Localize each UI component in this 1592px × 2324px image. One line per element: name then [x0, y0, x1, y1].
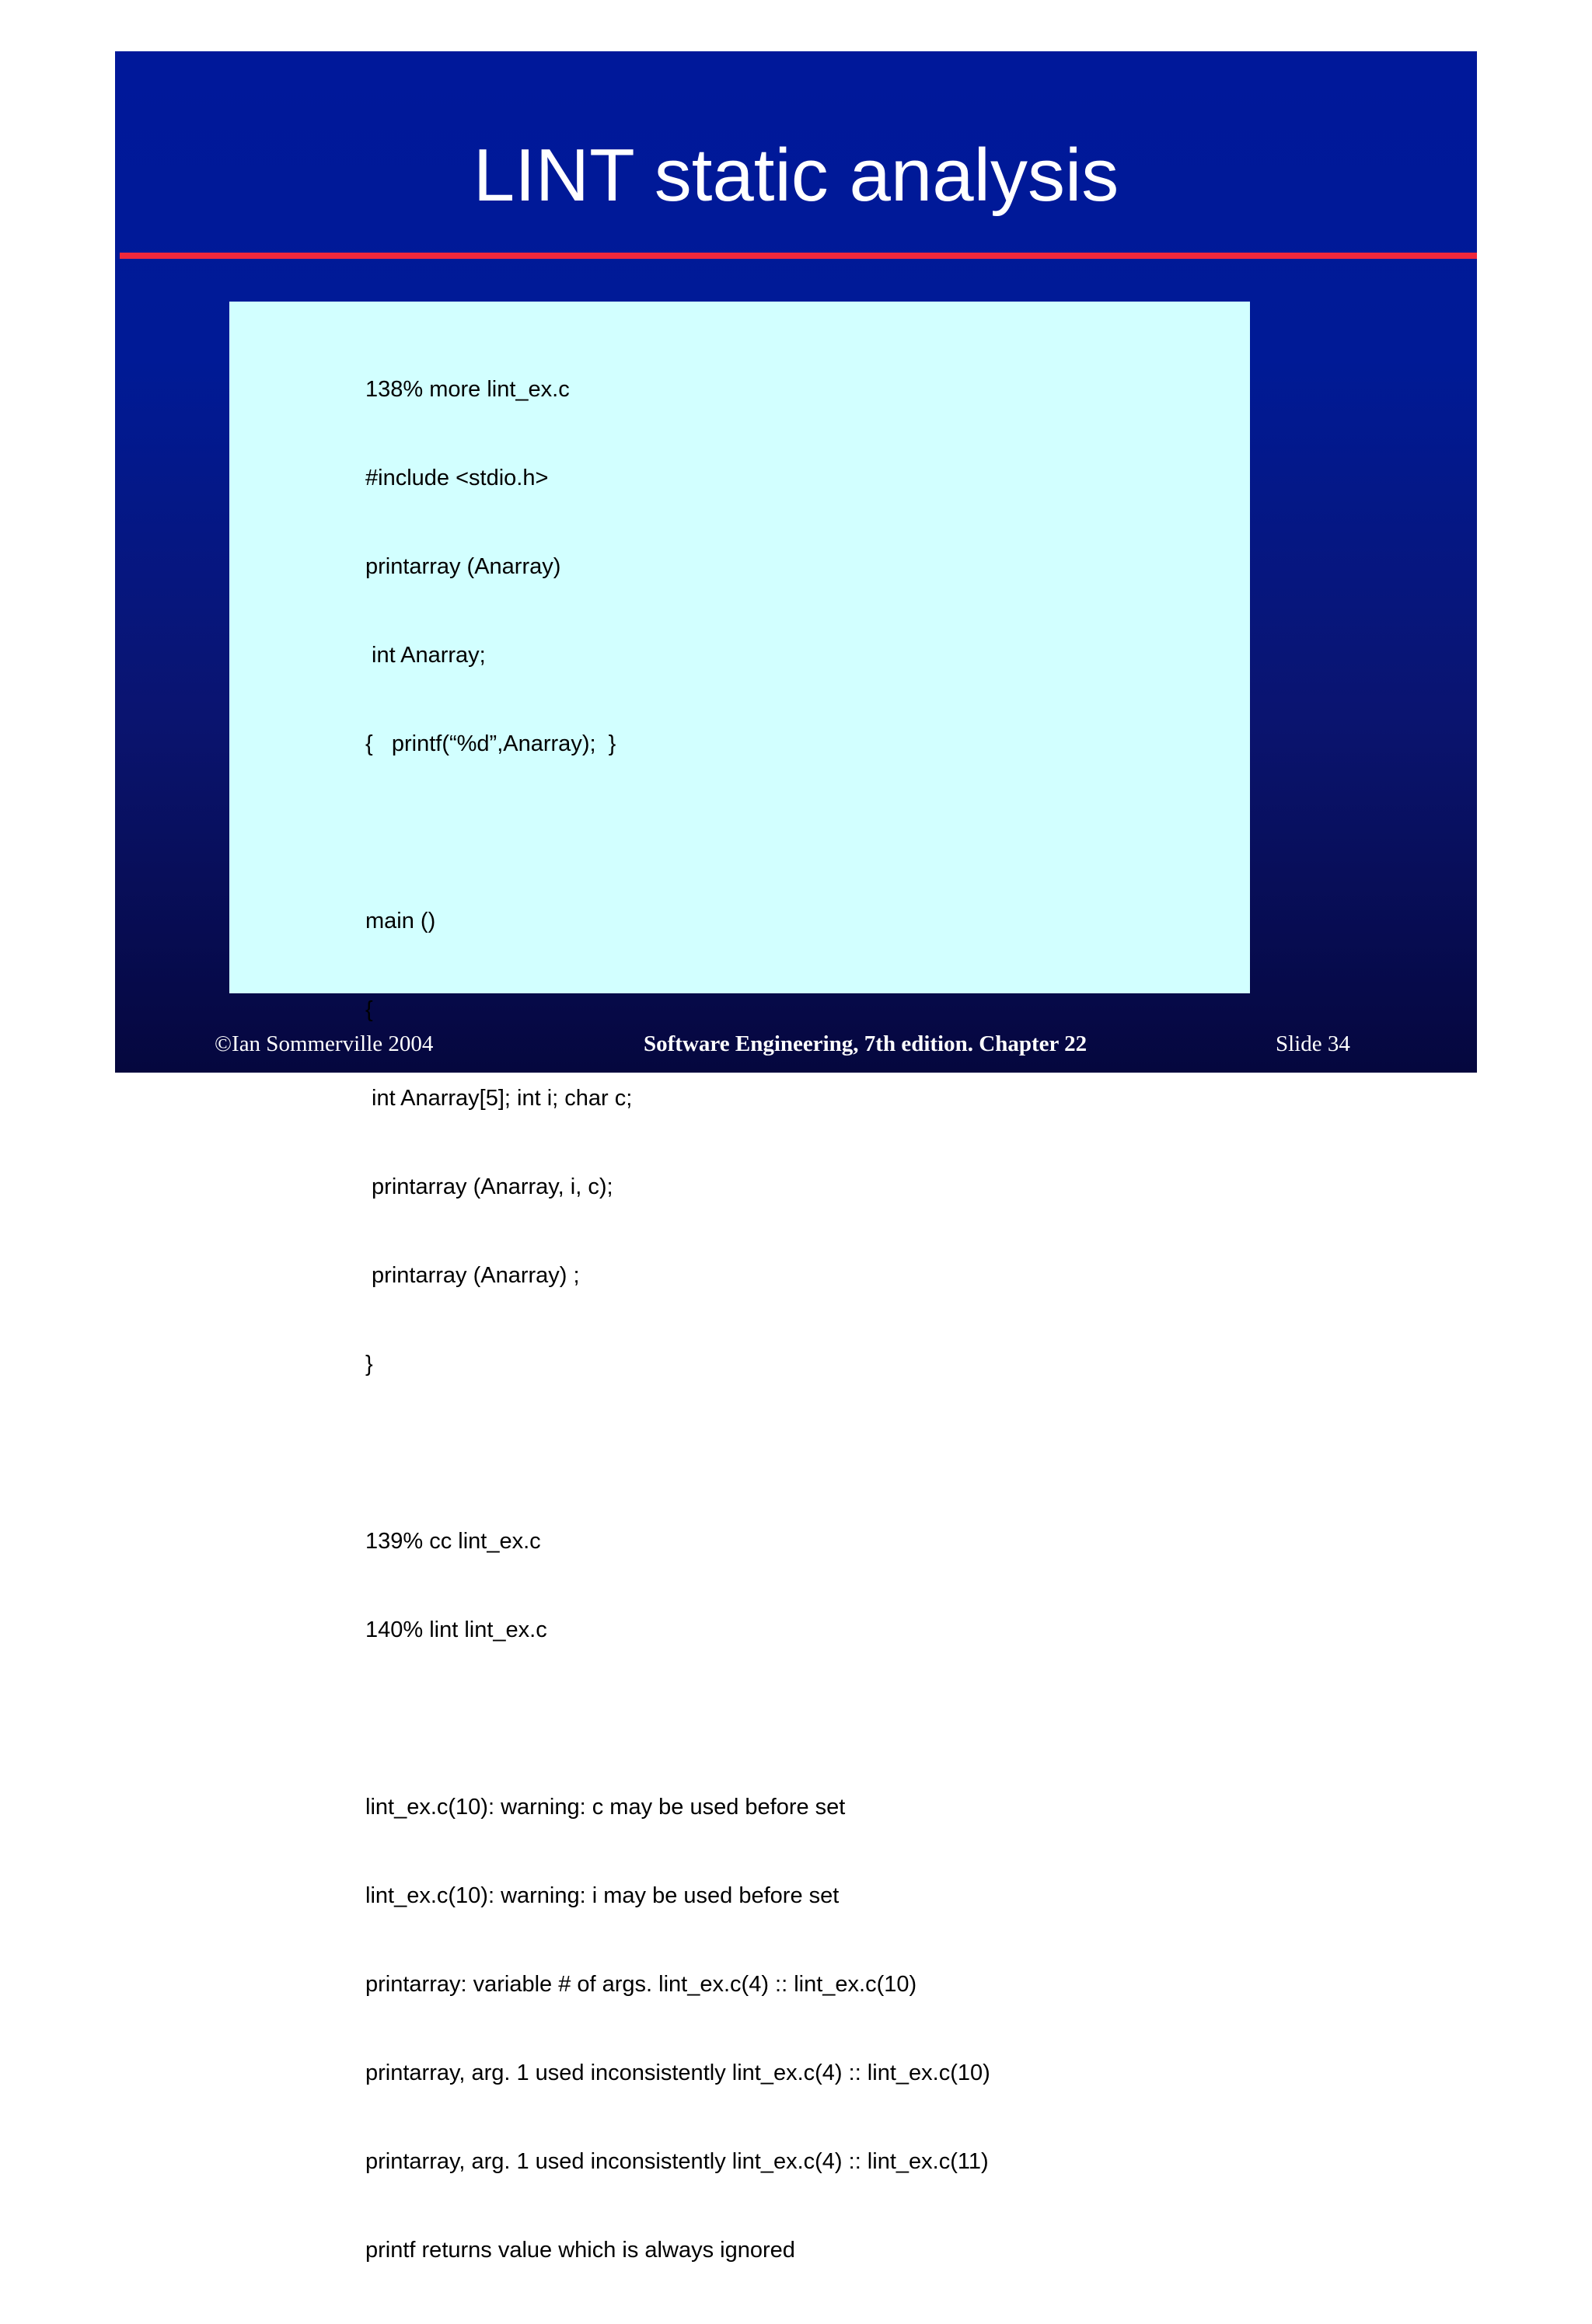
code-line: 138% more lint_ex.c: [365, 377, 570, 402]
code-line: lint_ex.c(10): warning: i may be used before set: [365, 1883, 840, 1908]
title-divider: [120, 253, 1477, 259]
code-line: int Anarray;: [365, 643, 486, 668]
code-line: [365, 1438, 990, 1467]
code-line: printarray (Anarray, i, c);: [365, 1174, 613, 1199]
slide-title: LINT static analysis: [473, 134, 1119, 217]
footer-copyright: ©Ian Sommerville 2004: [215, 1031, 434, 1056]
code-line: [365, 818, 990, 847]
code-line: }: [365, 1352, 373, 1377]
code-line: main (): [365, 909, 436, 933]
code-line: 139% cc lint_ex.c: [365, 1529, 541, 1554]
code-line: printarray, arg. 1 used inconsistently lint_ex.c(4) :: lint_ex.c(11): [365, 2149, 989, 2174]
code-line: printarray (Anarray) ;: [365, 1263, 580, 1288]
code-line: #include <stdio.h>: [365, 466, 549, 490]
code-line: int Anarray[5]; int i; char c;: [365, 1086, 633, 1111]
code-line: {: [365, 997, 373, 1022]
code-line: printf returns value which is always ignored: [365, 2238, 795, 2263]
code-line: lint_ex.c(10): warning: c may be used before set: [365, 1795, 846, 1820]
code-line: 140% lint lint_ex.c: [365, 1617, 547, 1642]
code-line: printarray (Anarray): [365, 554, 561, 579]
code-line: [365, 1704, 990, 1733]
code-line: printarray: variable # of args. lint_ex.c(4) :: lint_ex.c(10): [365, 1972, 917, 1997]
code-line: { printf(“%d”,Anarray); }: [365, 731, 616, 756]
code-line: printarray, arg. 1 used inconsistently lint_ex.c(4) :: lint_ex.c(10): [365, 2061, 990, 2085]
footer-slide-number: Slide 34: [1276, 1031, 1350, 1056]
code-listing: [365, 316, 990, 2324]
footer-book-title: Software Engineering, 7th edition. Chapter 22: [644, 1031, 1088, 1056]
slide: [115, 51, 1477, 2263]
